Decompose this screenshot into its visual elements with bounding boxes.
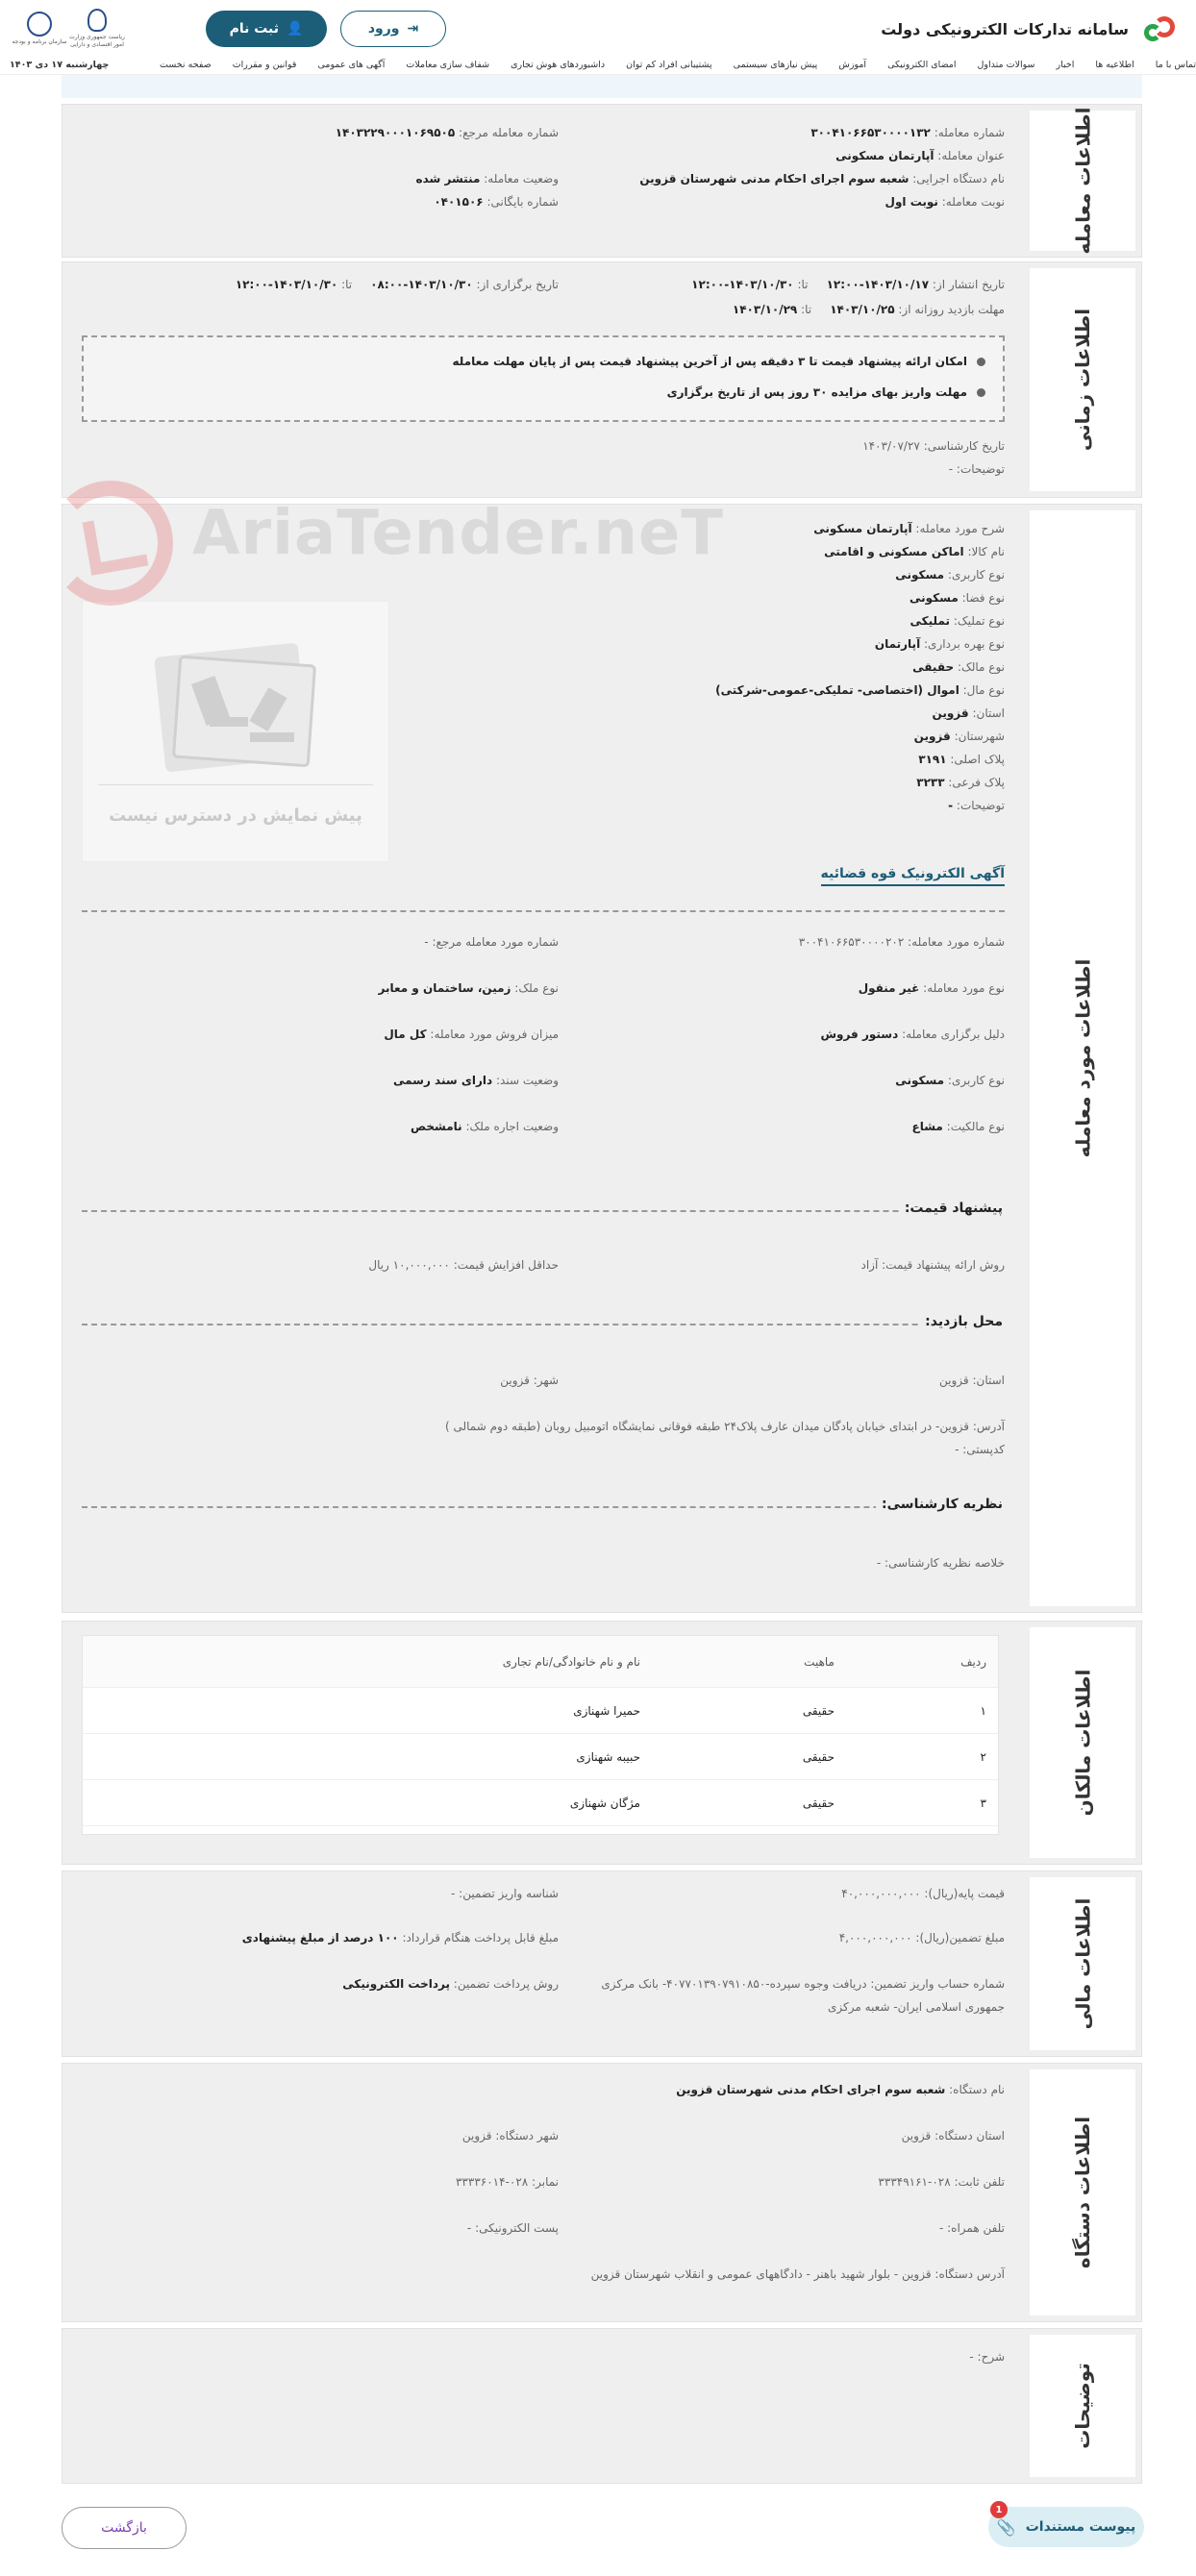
deal-ref-number: شماره معامله مرجع: ۱۴۰۳۲۲۹۰۰۰۱۰۶۹۵۰۵ (335, 126, 559, 139)
deal-archive: شماره بایگانی: ۰۴۰۱۵۰۶ (434, 195, 559, 209)
deal-executor: نام دستگاه اجرایی: شعبه سوم اجرای احکام مدنی شهرستان قزوین (639, 172, 1005, 186)
visit-address: آدرس: قزوین- در ابتدای خیابان پادگان میدان عارف پلاک۲۴ طبقه فوقانی نمایشگاه اتومبیل روبان (طبقه دوم شمالی ) (445, 1420, 1005, 1433)
nav-item[interactable]: اخبار (1056, 60, 1075, 70)
guarantee-id: شناسه واریز تضمین: - (451, 1887, 559, 1900)
agency-province: استان دستگاه: قزوین (901, 2129, 1005, 2143)
preview-divider (98, 784, 373, 785)
table-row (83, 1734, 998, 1780)
dashed-divider (82, 1324, 1005, 1325)
current-date: چهارشنبه ۱۷ دی ۱۴۰۳ (10, 60, 110, 70)
nav-item[interactable]: پیش نیازهای سیستمی (733, 60, 818, 70)
attachments-button[interactable]: پیوست مستندات 📎 1 (988, 2507, 1144, 2547)
item-detail-row: پلاک فرعی: ۳۲۳۳ (916, 776, 1005, 789)
visit-city: شهر: قزوین (500, 1374, 559, 1387)
visit-province: استان: قزوین (939, 1374, 1005, 1387)
nav-menu (160, 60, 1196, 70)
section-time-info (62, 261, 1142, 498)
guarantee-account-bank: جمهوری اسلامی ایران- شعبه مرکزی (828, 2000, 1005, 2014)
bullet-icon (977, 358, 985, 366)
visit-heading: محل بازدید: (919, 1314, 1009, 1329)
sale-amount: میزان فروش مورد معامله: کل مال (384, 1028, 559, 1041)
setad-logo (1138, 11, 1179, 47)
section-notes (62, 2328, 1142, 2484)
notes-description: شرح: - (969, 2350, 1005, 2364)
cell-name: مژگان شهنازی (569, 1796, 640, 1810)
section-title: اطلاعات مالی (1030, 1877, 1135, 2050)
dashed-divider (82, 910, 1005, 912)
deed-status: وضعیت سند: دارای سند رسمی (392, 1074, 559, 1087)
item-detail-row: نام کالا: اماکن مسکونی و اقامتی (824, 545, 1005, 558)
property-type: نوع ملک: زمین، ساختمان و معابر (378, 981, 559, 995)
item-ref-number: شماره مورد معامله مرجع: - (424, 935, 559, 949)
item-number: شماره مورد معامله: ۳۰۰۴۱۰۶۶۵۳۰۰۰۰۲۰۲ (798, 935, 1005, 949)
nav-item[interactable]: آگهی های عمومی (317, 60, 386, 70)
notice-box (82, 335, 1005, 422)
guarantee-account: شماره حساب واریز تضمین: دریافت وجوه سپرده-۴۰۷۷۰۱۳۹۰۷۹۱۰۸۵۰- بانک مرکزی (601, 1977, 1005, 1991)
nav-item[interactable]: تماس با ما (1155, 60, 1196, 70)
login-icon: ⇥ (407, 21, 419, 37)
back-button[interactable]: بازگشت (62, 2507, 187, 2549)
notice-item: مهلت واریز بهای مزایده ۳۰ روز پس از تاریخ برگزاری (667, 385, 985, 399)
attachments-count-badge: 1 (990, 2501, 1008, 2518)
section-agency (62, 2063, 1142, 2322)
agency-mobile: تلفن همراه: - (938, 2221, 1005, 2235)
section-financial (62, 1870, 1142, 2057)
paperclip-icon: 📎 (996, 2517, 1016, 2537)
payable-amount: مبلغ قابل پرداخت هنگام قرارداد: ۱۰۰ درصد از مبلغ پیشنهادی (241, 1931, 559, 1944)
section-title: اطلاعات مالکان (1030, 1627, 1135, 1858)
nav-item[interactable]: اطلاعیه ها (1095, 60, 1134, 70)
nav-item[interactable]: داشبوردهای هوش تجاری (511, 60, 606, 70)
judicial-notice-link[interactable]: آگهی الکترونیک قوه قضائیه (821, 866, 1006, 886)
item-detail-row: توضیحات: - (948, 799, 1005, 812)
cell-name: حمیرا شهنازی (573, 1703, 640, 1718)
agency-fax: نمابر: ۰۲۸-۳۳۳۳۶۰۱۴ (455, 2175, 559, 2189)
agency-address: آدرس دستگاه: قزوین - بلوار شهید باهنر - دادگاههای عمومی و انقلاب شهرستان قزوین (590, 2267, 1005, 2281)
nav-item[interactable]: پشتیبانی افراد کم توان (626, 60, 712, 70)
item-detail-row: نوع مالک: حقیقی (912, 660, 1005, 674)
appraisal-date: تاریخ کارشناسی: ۱۴۰۳/۰۷/۲۷ (862, 439, 1005, 453)
image-preview[interactable] (82, 601, 389, 862)
cell-name: حبیبه شهنازی (576, 1749, 640, 1764)
publish-date: تاریخ انتشار از: ۱۴۰۳/۱۰/۱۷-۱۲:۰۰ تا: ۱۴۰۳/۱۰/۳۰-۱۲:۰۰ (691, 278, 1005, 291)
section-deal-info (62, 104, 1142, 258)
table-row (83, 1780, 998, 1826)
plan-org-icon (27, 12, 52, 37)
preview-unavailable-text: پیش نمایش در دسترس نیست (109, 805, 362, 826)
emblem-plan-org: سازمان برنامه و بودجه (17, 7, 62, 51)
agency-name: نام دستگاه: شعبه سوم اجرای احکام مدنی شهرستان قزوین (676, 2083, 1005, 2096)
visit-deadline: مهلت بازدید روزانه از: ۱۴۰۳/۱۰/۲۵ تا: ۱۴۰۳/۱۰/۲۹ (732, 303, 1005, 316)
cell-row: ۲ (980, 1749, 986, 1764)
item-detail-row: شهرستان: قزوین (913, 730, 1005, 743)
cell-row: ۳ (980, 1796, 986, 1810)
section-title: اطلاعات مورد معامله (1030, 510, 1135, 1606)
agency-phone: تلفن ثابت: ۰۲۸-۳۳۳۴۹۱۶۱ (878, 2175, 1005, 2189)
ownership-type: نوع مالکیت: مشاع (911, 1120, 1005, 1133)
deal-turn: نوبت معامله: نوبت اول (885, 195, 1005, 209)
sale-reason: دلیل برگزاری معامله: دستور فروش (820, 1028, 1005, 1041)
price-method: روش ارائه پیشنهاد قیمت: آزاد (860, 1258, 1005, 1272)
site-title: سامانه تدارکات الکترونیکی دولت (881, 19, 1129, 38)
section-title: اطلاعات دستگاه (1030, 2069, 1135, 2316)
time-description: توضیحات: - (948, 462, 1005, 476)
top-strip (62, 75, 1142, 98)
owners-table (82, 1635, 999, 1835)
item-detail-row: پلاک اصلی: ۳۱۹۱ (918, 753, 1005, 766)
gavel-illustration-icon (150, 640, 323, 775)
section-title: توضیحات (1030, 2335, 1135, 2477)
base-price: قیمت پایه(ریال): ۴۰,۰۰۰,۰۰۰,۰۰۰ (841, 1887, 1005, 1900)
table-header (83, 1636, 998, 1688)
register-button[interactable]: 👤 ثبت نام (206, 11, 327, 47)
item-detail-row: نوع فضا: مسکونی (909, 591, 1005, 605)
appraisal-summary: خلاصه نظریه کارشناسی: - (876, 1556, 1005, 1570)
main-nav (0, 56, 1196, 75)
agency-city: شهر دستگاه: قزوین (461, 2129, 559, 2143)
deal-subject: عنوان معامله: آپارتمان مسکونی (835, 149, 1005, 162)
deal-status: وضعیت معامله: منتشر شده (415, 172, 559, 186)
lease-status: وضعیت اجاره ملک: نامشخص (411, 1120, 559, 1133)
appraisal-heading: نظریه کارشناسی: (876, 1497, 1009, 1512)
min-increase: حداقل افزایش قیمت: ۱۰,۰۰۰,۰۰۰ ریال (368, 1258, 559, 1272)
table-row (83, 1688, 998, 1734)
visit-postal: کدپستی: - (955, 1443, 1005, 1456)
guarantee-pay-method: روش پرداخت تضمین: پرداخت الکترونیکی (342, 1977, 559, 1991)
price-heading: پیشنهاد قیمت: (899, 1201, 1009, 1216)
cell-row: ۱ (980, 1703, 986, 1718)
nav-item[interactable]: شفاف سازی معاملات (406, 60, 490, 70)
add-user-icon: 👤 (287, 21, 304, 37)
item-type: نوع مورد معامله: غیر منقول (858, 981, 1005, 995)
nav-item[interactable]: سوالات متداول (977, 60, 1035, 70)
watermark-text: AriaTender.neT (192, 498, 724, 569)
section-item-info (62, 504, 1142, 1613)
col-name: نام و نام خانوادگی/نام تجاری (502, 1654, 640, 1669)
login-button[interactable]: ⇥ ورود (340, 11, 446, 47)
nav-item[interactable]: قوانین و مقررات (232, 60, 297, 70)
hold-date: تاریخ برگزاری از: ۱۴۰۳/۱۰/۳۰-۰۸:۰۰ تا: ۱۴۰۳/۱۰/۳۰-۱۲:۰۰ (235, 278, 559, 291)
col-nature: ماهیت (804, 1654, 835, 1669)
cell-nature: حقیقی (802, 1796, 835, 1810)
nav-item[interactable]: آموزش (838, 60, 867, 70)
col-row: ردیف (960, 1654, 986, 1669)
cell-nature: حقیقی (802, 1703, 835, 1718)
top-header (0, 0, 1196, 58)
section-owners (62, 1621, 1142, 1865)
dashed-divider (82, 1210, 1005, 1212)
agency-email: پست الکترونیکی: - (466, 2221, 559, 2235)
item-detail-row: نوع کاربری: مسکونی (895, 568, 1005, 582)
iran-emblem-icon (87, 9, 107, 32)
item-detail-row: شرح مورد معامله: آپارتمان مسکونی (813, 522, 1005, 535)
section-title: اطلاعات زمانی (1030, 268, 1135, 491)
item-detail-row: نوع تملیک: تملیکی (909, 614, 1005, 628)
cell-nature: حقیقی (802, 1749, 835, 1764)
item-detail-row: نوع بهره برداری: آپارتمان (874, 637, 1005, 651)
dashed-divider (82, 1506, 1005, 1508)
brand[interactable] (881, 11, 1179, 47)
nav-item[interactable]: امضای الکترونیکی (887, 60, 957, 70)
item-detail-row: نوع مال: اموال (اختصاصی- تملیکی-عمومی-شرکتی) (715, 683, 1005, 697)
emblem-ministry: ریاست جمهوری وزارت امور اقتصادی و دارایی (75, 7, 119, 51)
bullet-icon (977, 388, 985, 397)
deal-number: شماره معامله: ۳۰۰۴۱۰۶۶۵۳۰۰۰۰۱۳۲ (810, 126, 1005, 139)
usage-type: نوع کاربری: مسکونی (895, 1074, 1005, 1087)
guarantee-amount: مبلغ تضمین(ریال): ۴,۰۰۰,۰۰۰,۰۰۰ (838, 1931, 1005, 1944)
item-detail-row: استان: قزوین (932, 706, 1005, 720)
notice-item: امکان ارائه پیشنهاد قیمت تا ۳ دقیقه پس از آخرین پیشنهاد قیمت پس از پایان مهلت معامله (453, 355, 985, 368)
nav-item[interactable]: صفحه نخست (160, 60, 212, 70)
section-title: اطلاعات معامله (1030, 111, 1135, 251)
